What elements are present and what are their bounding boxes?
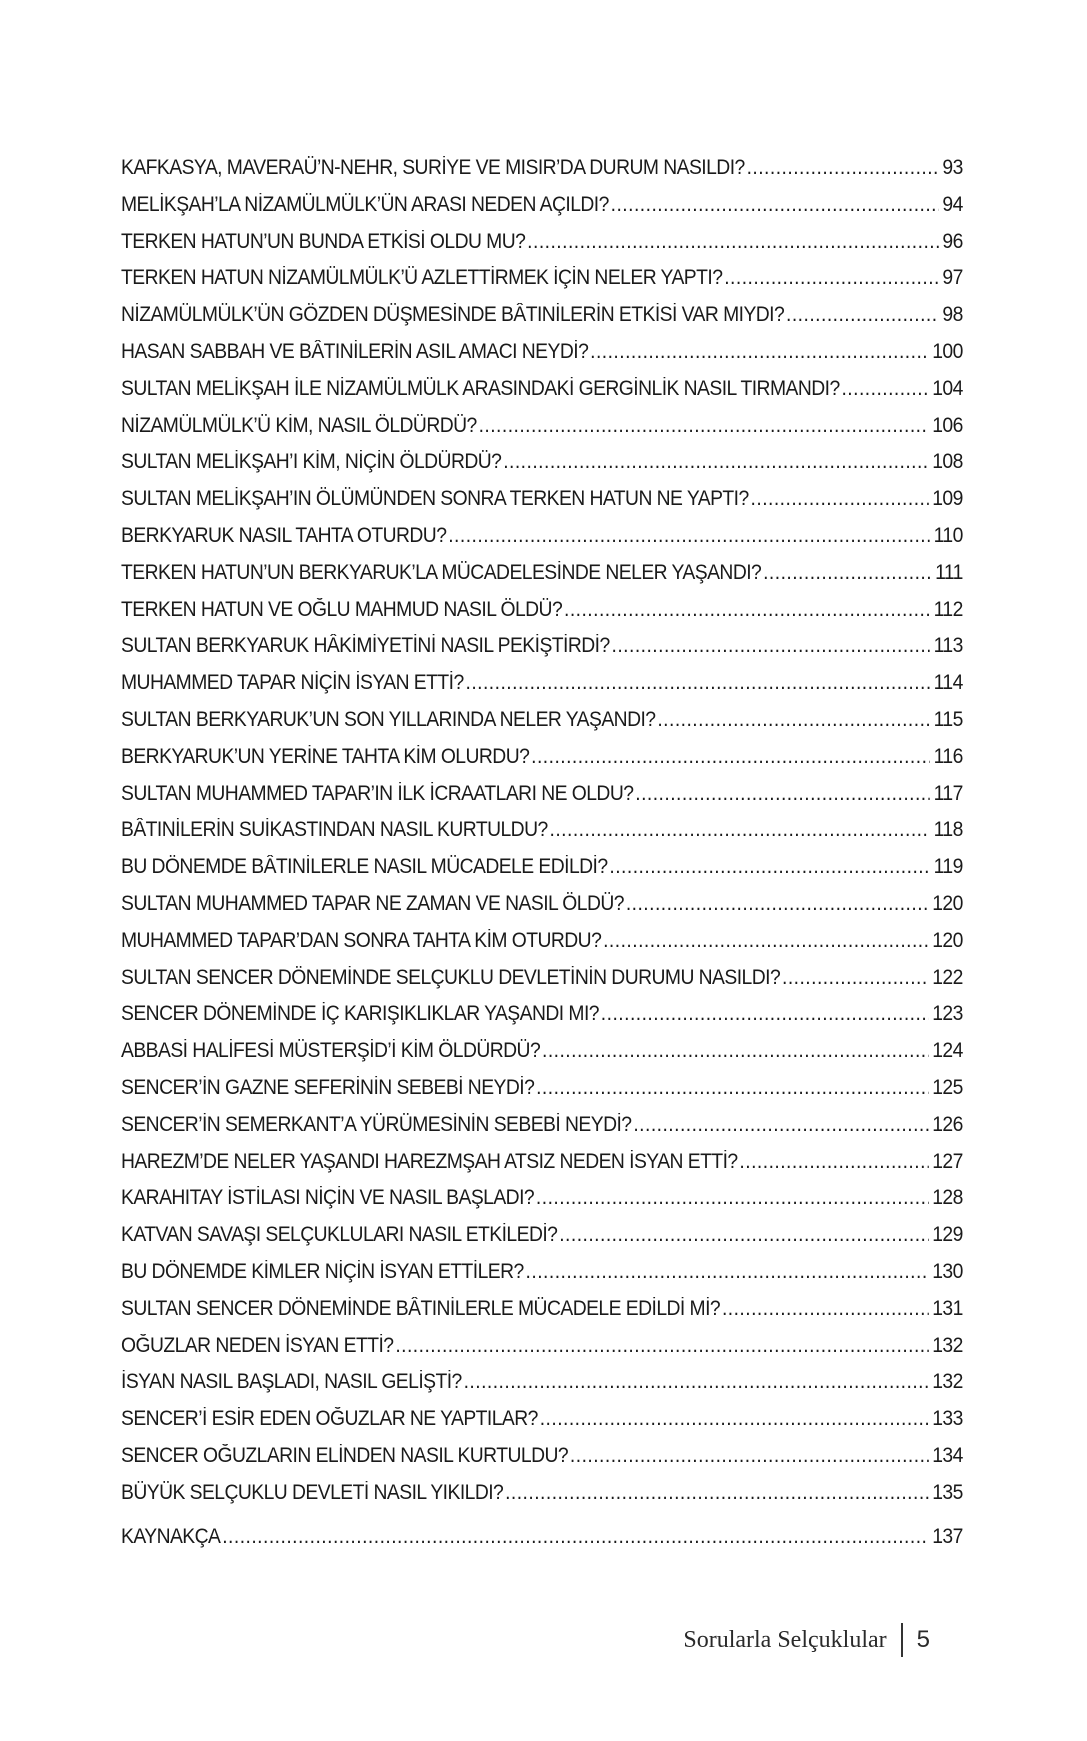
toc-entry-title: ABBASİ HALİFESİ MÜSTERŞİD’İ KİM ÖLDÜRDÜ? (121, 1039, 541, 1063)
toc-entry-title: SENCER’İN GAZNE SEFERİNİN SEBEBİ NEYDİ? (121, 1075, 535, 1099)
toc-entry-title: HASAN SABBAH VE BÂTINİLERİN ASIL AMACI NEYDİ? (121, 339, 589, 363)
toc-entry[interactable] (121, 745, 963, 782)
toc-entry-title: SULTAN MUHAMMED TAPAR NE ZAMAN VE NASIL ÖLDÜ? (121, 891, 624, 915)
toc-leader-dots (635, 782, 930, 806)
toc-entry-title: SENCER’İN SEMERKANT’A YÜRÜMESİNİN SEBEBİ NEYDİ? (121, 1112, 632, 1136)
toc-entry-page: 115 (933, 707, 963, 731)
toc-entry-title: TERKEN HATUN NİZAMÜLMÜLK’Ü AZLETTİRMEK İÇİN NELER YAPTI? (121, 266, 723, 290)
toc-leader-dots (611, 193, 939, 217)
toc-entry-page: 118 (933, 818, 963, 842)
toc-entry-title: OĞUZLAR NEDEN İSYAN ETTİ? (121, 1333, 394, 1357)
toc-entry-page: 135 (932, 1480, 963, 1504)
toc-leader-dots (601, 1002, 929, 1026)
toc-entry[interactable] (121, 414, 963, 451)
table-of-contents (121, 156, 963, 1562)
toc-entry-page: 124 (932, 1039, 963, 1063)
toc-entry-page: 114 (933, 671, 963, 695)
toc-entry-title: TERKEN HATUN’UN BUNDA ETKİSİ OLDU MU? (121, 229, 526, 253)
toc-leader-dots (526, 1260, 929, 1284)
toc-entry-page: 100 (932, 339, 963, 363)
toc-entry-page: 117 (933, 781, 963, 805)
toc-entry-page: 97 (942, 266, 963, 290)
toc-entry-page: 104 (932, 376, 963, 400)
toc-leader-dots (747, 156, 939, 180)
toc-entry[interactable] (121, 1370, 963, 1407)
toc-entry-page: 126 (932, 1112, 963, 1136)
toc-entry[interactable] (121, 230, 963, 267)
toc-entry[interactable] (121, 966, 963, 1003)
toc-entry[interactable] (121, 634, 963, 671)
toc-entry-page: 137 (932, 1525, 963, 1549)
toc-entry-title: SULTAN MELİKŞAH’IN ÖLÜMÜNDEN SONRA TERKEN HATUN NE YAPTI? (121, 487, 749, 511)
toc-entry-page: 132 (932, 1333, 963, 1357)
toc-leader-dots (531, 745, 930, 769)
toc-entry-page: 128 (932, 1186, 963, 1210)
toc-leader-dots (559, 1223, 928, 1247)
page-footer (600, 1620, 930, 1660)
toc-leader-dots (570, 1444, 929, 1468)
toc-entry-title: KARAHITAY İSTİLASI NİÇİN VE NASIL BAŞLADI? (121, 1186, 535, 1210)
toc-entry[interactable] (121, 855, 963, 892)
toc-entry-bibliography[interactable] (121, 1525, 963, 1562)
toc-entry-title: SULTAN SENCER DÖNEMİNDE SELÇUKLU DEVLETİNİN DURUMU NASILDI? (121, 965, 781, 989)
toc-entry[interactable] (121, 1076, 963, 1113)
toc-leader-dots (503, 450, 928, 474)
toc-entry[interactable] (121, 340, 963, 377)
toc-entry-title: SULTAN BERKYARUK’UN SON YILLARINDA NELER YAŞANDI? (121, 707, 656, 731)
toc-entry-title: KAFKASYA, MAVERAÜ’N-NEHR, SURİYE VE MISIR’DA DURUM NASILDI? (121, 156, 745, 179)
toc-entry-page: 123 (932, 1002, 963, 1026)
toc-entry[interactable] (121, 377, 963, 414)
toc-entry[interactable] (121, 561, 963, 598)
toc-entry-title: SULTAN BERKYARUK HÂKİMİYETİNİ NASIL PEKİŞTİRDİ? (121, 634, 610, 658)
toc-entry-title: SULTAN SENCER DÖNEMİNDE BÂTINİLERLE MÜCADELE EDİLDİ Mİ? (121, 1296, 721, 1320)
toc-leader-dots (550, 818, 930, 842)
toc-entry-page: 112 (933, 597, 963, 621)
toc-entry-page: 133 (932, 1407, 963, 1431)
toc-leader-dots (739, 1150, 928, 1174)
toc-entry-page: 119 (933, 855, 963, 879)
toc-entry[interactable] (121, 1002, 963, 1039)
toc-leader-dots (609, 855, 930, 879)
toc-entry-title: SULTAN MELİKŞAH İLE NİZAMÜLMÜLK ARASINDAKİ GERGİNLİK NASIL TIRMANDI? (121, 376, 840, 400)
toc-entry-title: HAREZM’DE NELER YAŞANDI HAREZMŞAH ATSIZ NEDEN İSYAN ETTİ? (121, 1149, 738, 1173)
toc-entry-title: TERKEN HATUN VE OĞLU MAHMUD NASIL ÖLDÜ? (121, 597, 563, 621)
toc-entry-title: SENCER DÖNEMİNDE İÇ KARIŞIKLIKLAR YAŞANDI MI? (121, 1002, 599, 1026)
toc-leader-dots (786, 303, 939, 327)
toc-entry-title: BU DÖNEMDE KİMLER NİÇİN İSYAN ETTİLER? (121, 1259, 524, 1283)
toc-entry[interactable] (121, 524, 963, 561)
toc-entry-page: 131 (932, 1296, 963, 1320)
toc-leader-dots (479, 414, 929, 438)
toc-entry-page: 113 (933, 634, 963, 658)
toc-leader-dots (612, 634, 930, 658)
toc-entry-title: BERKYARUK NASIL TAHTA OTURDU? (121, 523, 447, 547)
toc-entry-page: 132 (932, 1370, 963, 1394)
toc-entry[interactable] (121, 303, 963, 340)
toc-entry-page: 111 (935, 560, 963, 584)
toc-leader-dots (564, 598, 930, 622)
toc-entry-page: 94 (942, 192, 963, 216)
toc-entry-page: 98 (942, 303, 963, 327)
toc-entry-page: 93 (942, 156, 963, 179)
toc-entry[interactable] (121, 487, 963, 524)
toc-entry-page: 116 (933, 744, 963, 768)
toc-leader-dots (536, 1186, 929, 1210)
toc-leader-dots (536, 1076, 928, 1100)
toc-entry-page: 120 (932, 891, 963, 915)
toc-leader-dots (763, 561, 931, 585)
toc-leader-dots (724, 266, 938, 290)
toc-entry-title: SULTAN MELİKŞAH’I KİM, NİÇİN ÖLDÜRDÜ? (121, 450, 502, 474)
footer-divider (901, 1623, 903, 1657)
toc-leader-dots (448, 524, 930, 548)
toc-leader-dots (540, 1407, 929, 1431)
toc-entry-page: 125 (932, 1075, 963, 1099)
toc-entry-title: NİZAMÜLMÜLK’Ü KİM, NASIL ÖLDÜRDÜ? (121, 413, 477, 437)
toc-leader-dots (782, 966, 929, 990)
toc-entry[interactable] (121, 1297, 963, 1334)
toc-leader-dots (841, 377, 928, 401)
toc-entry-page: 129 (932, 1223, 963, 1247)
toc-leader-dots (395, 1334, 928, 1358)
toc-entry[interactable] (121, 1186, 963, 1223)
toc-entry[interactable] (121, 1113, 963, 1150)
toc-entry-title: SULTAN MUHAMMED TAPAR’IN İLK İCRAATLARI NE OLDU? (121, 781, 634, 805)
toc-entry-page: 130 (932, 1259, 963, 1283)
toc-leader-dots (657, 708, 930, 732)
toc-leader-dots (590, 340, 928, 364)
toc-entry[interactable] (121, 1150, 963, 1187)
toc-entry-page: 122 (932, 965, 963, 989)
toc-entry-title: BU DÖNEMDE BÂTINİLERLE NASIL MÜCADELE EDİLDİ? (121, 855, 608, 879)
toc-entry-page: 127 (932, 1149, 963, 1173)
toc-leader-dots (542, 1039, 929, 1063)
toc-entry[interactable] (121, 1334, 963, 1371)
toc-entry[interactable] (121, 1407, 963, 1444)
toc-leader-dots (633, 1113, 928, 1137)
page-number: 5 (916, 1626, 930, 1653)
toc-entry-title: TERKEN HATUN’UN BERKYARUK’LA MÜCADELESİNDE NELER YAŞANDI? (121, 560, 762, 584)
toc-entry-title: KATVAN SAVAŞI SELÇUKLULARI NASIL ETKİLEDİ? (121, 1223, 558, 1247)
toc-entry-page: 120 (932, 928, 963, 952)
toc-entry-title: BÂTINİLERİN SUİKASTINDAN NASIL KURTULDU? (121, 818, 548, 842)
toc-leader-dots (527, 230, 939, 254)
toc-leader-dots (722, 1297, 929, 1321)
toc-entry[interactable] (121, 892, 963, 929)
toc-entry[interactable] (121, 671, 963, 708)
toc-entry[interactable] (121, 818, 963, 855)
toc-entry-title: MUHAMMED TAPAR’DAN SONRA TAHTA KİM OTURDU? (121, 928, 602, 952)
toc-entry-title: MUHAMMED TAPAR NİÇİN İSYAN ETTİ? (121, 671, 464, 695)
toc-entry-page: 109 (932, 487, 963, 511)
toc-leader-dots (505, 1481, 928, 1505)
toc-entry[interactable] (121, 598, 963, 635)
toc-entry[interactable] (121, 1444, 963, 1481)
toc-entry[interactable] (121, 708, 963, 745)
toc-entry[interactable] (121, 156, 963, 193)
toc-entry-page: 106 (932, 413, 963, 437)
toc-entry-title: MELİKŞAH’LA NİZAMÜLMÜLK’ÜN ARASI NEDEN AÇILDI? (121, 192, 609, 216)
toc-entry-title: SENCER OĞUZLARIN ELİNDEN NASIL KURTULDU? (121, 1443, 569, 1467)
toc-entry-page: 134 (932, 1443, 963, 1467)
toc-entry-title: İSYAN NASIL BAŞLADI, NASIL GELİŞTİ? (121, 1370, 462, 1394)
toc-entry-title: KAYNAKÇA (121, 1525, 221, 1549)
toc-entry-page: 110 (933, 523, 963, 547)
toc-leader-dots (751, 487, 929, 511)
toc-leader-dots (626, 892, 929, 916)
toc-entry-title: SENCER’İ ESİR EDEN OĞUZLAR NE YAPTILAR? (121, 1407, 538, 1431)
toc-entry[interactable] (121, 266, 963, 303)
toc-entry-title: BÜYÜK SELÇUKLU DEVLETİ NASIL YIKILDI? (121, 1480, 504, 1504)
toc-leader-dots (465, 671, 929, 695)
toc-entry[interactable] (121, 193, 963, 230)
toc-entry[interactable] (121, 450, 963, 487)
toc-entry-page: 96 (942, 229, 963, 253)
toc-leader-dots (464, 1370, 929, 1394)
toc-entry[interactable] (121, 929, 963, 966)
toc-entry-title: NİZAMÜLMÜLK’ÜN GÖZDEN DÜŞMESİNDE BÂTINİLERİN ETKİSİ VAR MIYDI? (121, 303, 785, 327)
toc-entry[interactable] (121, 1481, 963, 1518)
toc-entry-title: BERKYARUK’UN YERİNE TAHTA KİM OLURDU? (121, 744, 530, 768)
book-title: Sorularla Selçuklular (683, 1626, 887, 1653)
toc-leader-dots (222, 1525, 928, 1549)
toc-entry-page: 108 (932, 450, 963, 474)
toc-entry[interactable] (121, 1039, 963, 1076)
toc-leader-dots (603, 929, 928, 953)
toc-entry[interactable] (121, 1260, 963, 1297)
toc-entry[interactable] (121, 782, 963, 819)
toc-entry[interactable] (121, 1223, 963, 1260)
